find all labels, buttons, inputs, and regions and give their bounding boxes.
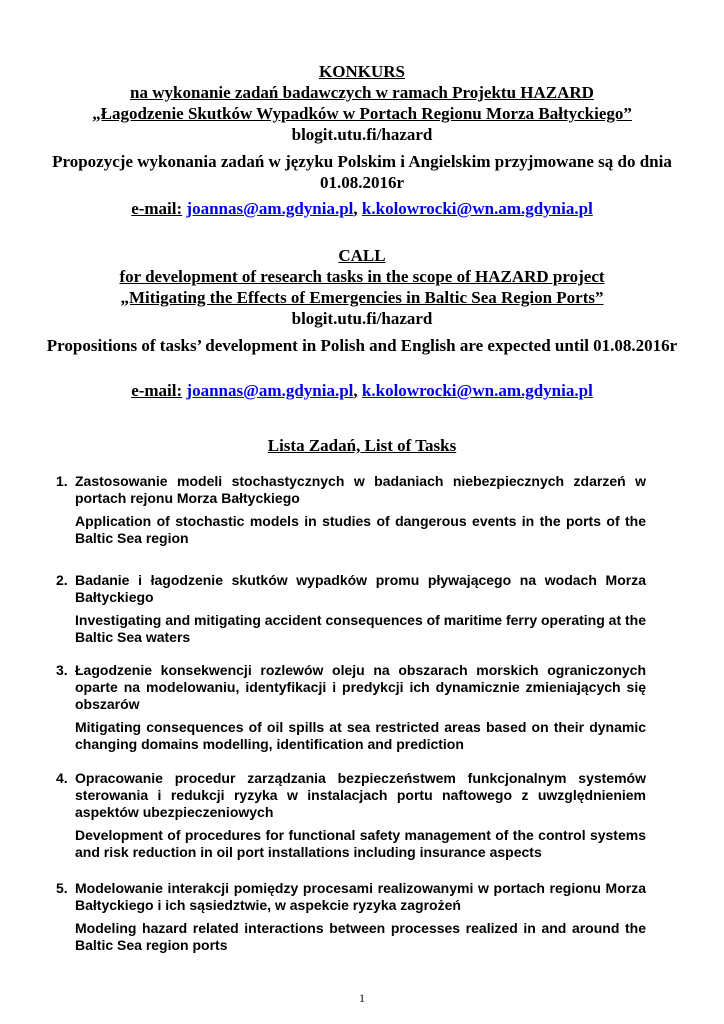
task-text-pl: Łagodzenie konsekwencji rozlewów oleju na obszarach morskich ograniczonych oparte na modelowaniu, identyfikacji i predykcji ich dynamicznie zmieniających się obszarów	[75, 662, 646, 712]
task-text-en: Investigating and mitigating accident consequences of maritime ferry operating at the Baltic Sea waters	[75, 612, 647, 645]
page-number: 1	[359, 991, 365, 1005]
pl-url: blogit.utu.fi/hazard	[291, 125, 433, 144]
tasks-heading: Lista Zadań, List of Tasks	[267, 436, 457, 455]
task-number: 3.	[56, 662, 68, 678]
pl-email-link-1[interactable]: joannas@am.gdynia.pl	[186, 199, 354, 218]
task-text-pl: Zastosowanie modeli stochastycznych w badaniach niebezpiecznych zdarzeń w portach rejonu Morza Bałtyckiego	[75, 473, 646, 506]
en-email-link-1[interactable]: joannas@am.gdynia.pl	[186, 381, 354, 400]
task-text-en: Mitigating consequences of oil spills at sea restricted areas based on their dynamic changing domains modelling, identification and prediction	[75, 719, 646, 752]
task-text-en: Development of procedures for functional safety management of the control systems and risk reduction in oil port installations including insurance aspects	[75, 827, 646, 860]
task-text-en: Application of stochastic models in studies of dangerous events in the ports of the Baltic Sea region	[75, 513, 646, 546]
task-item	[56, 770, 646, 861]
pl-header	[40, 61, 684, 145]
task-text-pl: Opracowanie procedur zarządzania bezpieczeństwem funkcjonalnym systemów sterowania i redukcji ryzyka w instalacjach portu naftowego z uwzględnieniem aspektów ubezpieczeniowych	[75, 770, 646, 820]
task-text-pl: Modelowanie interakcji pomiędzy procesami realizowanymi w portach regionu Morza Bałtyckiego i ich sąsiedztwie, w aspekcie ryzyka zagrożeń	[75, 880, 646, 913]
task-item	[56, 662, 646, 753]
pl-subtitle: na wykonanie zadań badawczych w ramach Projektu HAZARD	[130, 83, 594, 102]
en-deadline: Propositions of tasks’ development in Polish and English are expected until 01.08.2016r	[46, 336, 678, 355]
en-header	[40, 245, 684, 329]
task-item	[56, 572, 646, 646]
pl-project-name: „Łagodzenie Skutków Wypadków w Portach Regionu Morza Bałtyckiego”	[92, 104, 632, 123]
en-email-link-2[interactable]: k.kolowrocki@wn.am.gdynia.pl	[361, 381, 593, 400]
task-number: 5.	[56, 880, 68, 896]
pl-email-line	[40, 198, 684, 219]
task-text-en: Modeling hazard related interactions between processes realized in and around the Baltic Sea region ports	[75, 920, 646, 953]
task-item	[56, 473, 646, 547]
pl-email-label: e-mail:	[131, 199, 183, 218]
en-subtitle: for development of research tasks in the scope of HAZARD project	[119, 267, 605, 286]
task-number: 1.	[56, 473, 68, 489]
task-number: 4.	[56, 770, 68, 786]
pl-title: KONKURS	[319, 62, 405, 81]
task-text-pl: Badanie i łagodzenie skutków wypadków promu pływającego na wodach Morza Bałtyckiego	[75, 572, 646, 605]
task-number: 2.	[56, 572, 68, 588]
pl-deadline: Propozycje wykonania zadań w języku Polskim i Angielskim przyjmowane są do dnia 01.08.2016r	[52, 152, 672, 192]
en-email-line	[40, 380, 684, 401]
en-email-label: e-mail:	[131, 381, 183, 400]
en-project-name: „Mitigating the Effects of Emergencies in Baltic Sea Region Ports”	[120, 288, 604, 307]
pl-email-link-2[interactable]: k.kolowrocki@wn.am.gdynia.pl	[361, 199, 593, 218]
en-url: blogit.utu.fi/hazard	[291, 309, 433, 328]
en-title: CALL	[338, 246, 386, 265]
pl-email-separator: ,	[353, 199, 358, 218]
task-item	[56, 880, 646, 954]
en-email-separator: ,	[353, 381, 358, 400]
